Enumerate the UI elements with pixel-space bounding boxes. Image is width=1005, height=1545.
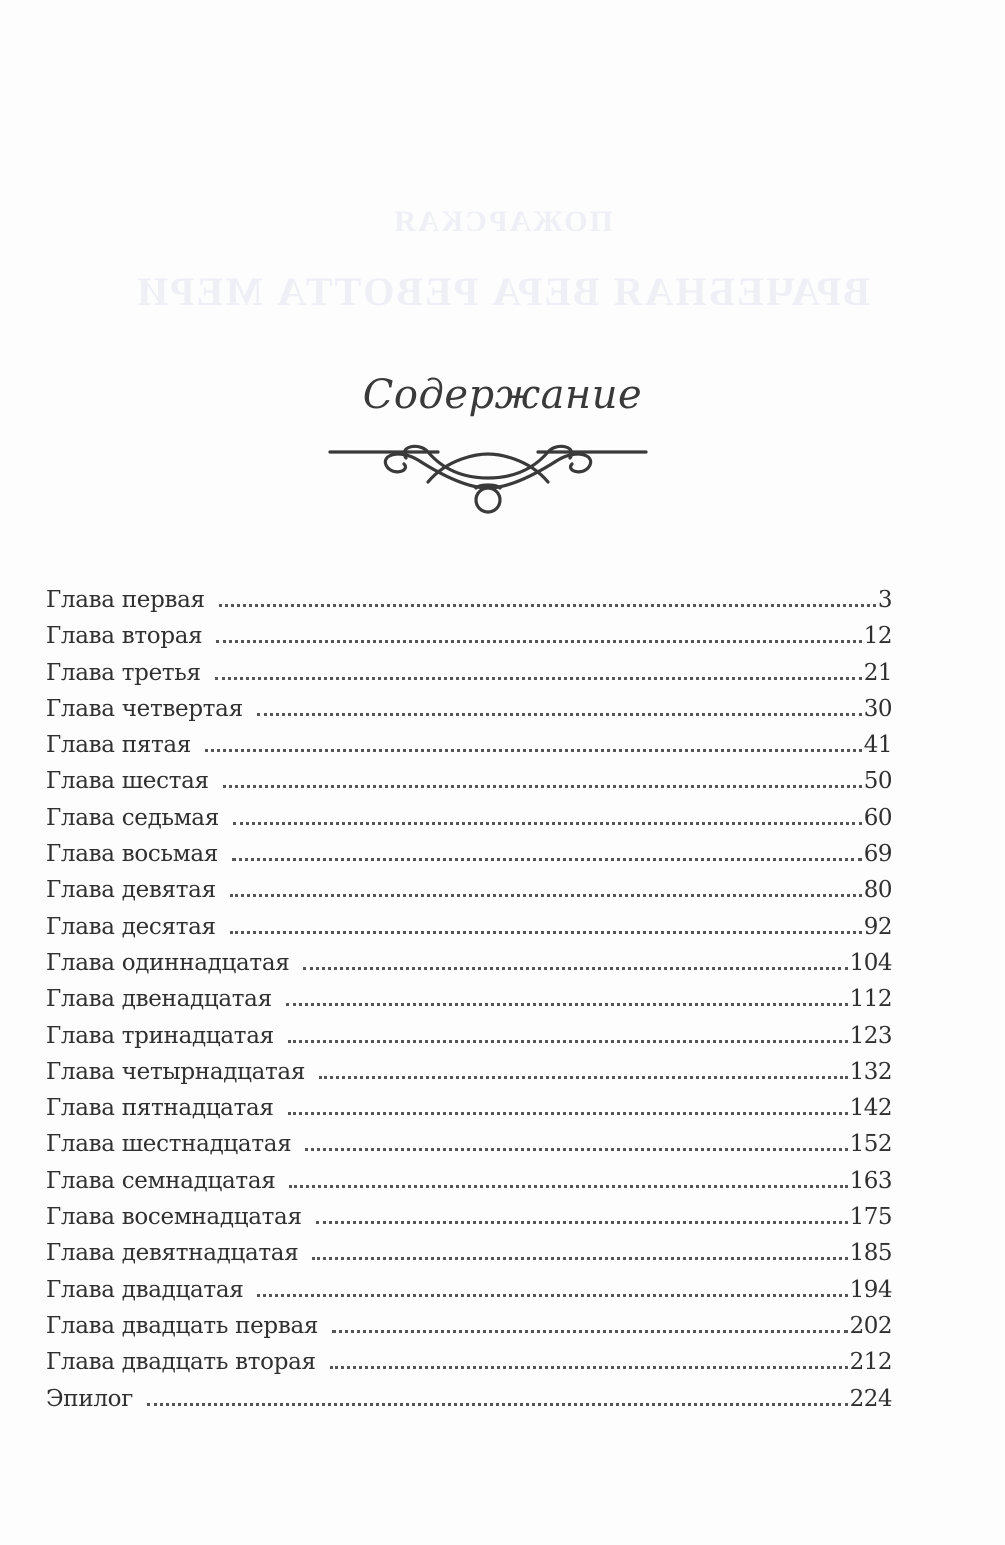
leader-dots xyxy=(232,835,862,861)
toc-entry-label: Глава четырнадцатая xyxy=(46,1058,306,1085)
toc-entry-label: Глава одиннадцатая xyxy=(46,949,290,976)
leader-dots xyxy=(233,799,862,825)
toc-entry-page: 142 xyxy=(849,1095,892,1122)
toc-entry[interactable] xyxy=(46,1162,892,1198)
toc-entry-label: Глава двенадцатая xyxy=(46,986,272,1013)
toc-entry-label: Глава двадцать вторая xyxy=(46,1349,316,1376)
page-title: Содержание xyxy=(362,372,643,418)
toc-entry[interactable] xyxy=(46,654,892,690)
leader-dots xyxy=(303,944,847,970)
toc-entry-page: 132 xyxy=(849,1058,892,1085)
toc-entry-label: Глава десятая xyxy=(46,913,216,940)
toc-entry-label: Глава семнадцатая xyxy=(46,1167,276,1194)
toc-entry-page: 123 xyxy=(849,1022,892,1049)
leader-dots xyxy=(305,1125,847,1151)
toc-entry-label: Глава двадцать первая xyxy=(46,1312,319,1339)
toc-entry-label: Глава восьмая xyxy=(46,841,218,868)
toc-entry[interactable] xyxy=(46,871,892,907)
leader-dots xyxy=(257,690,862,716)
leader-dots xyxy=(312,1234,847,1260)
toc-entry[interactable] xyxy=(46,581,892,617)
show-through-text: ПОЖАРСКАЯ xyxy=(392,205,613,238)
toc-entry-label: Глава девятнадцатая xyxy=(46,1240,299,1267)
toc-entry[interactable] xyxy=(46,1017,892,1053)
toc-entry-page: 224 xyxy=(849,1385,892,1412)
toc-entry-label: Эпилог xyxy=(46,1385,133,1412)
show-through-text: ВРАЧЕБНАЯ ВЕРА РЕВОТТА МЕРИ xyxy=(135,269,870,314)
leader-dots xyxy=(288,1017,848,1043)
toc-entry[interactable] xyxy=(46,1089,892,1125)
leader-dots xyxy=(205,726,862,752)
toc-entry[interactable] xyxy=(46,762,892,798)
toc-entry-label: Глава пятая xyxy=(46,732,192,759)
leader-dots xyxy=(286,980,848,1006)
leader-dots xyxy=(288,1089,848,1115)
toc-entry-page: 80 xyxy=(863,877,892,904)
toc-entry-label: Глава третья xyxy=(46,659,201,686)
toc-entry-label: Глава четвертая xyxy=(46,695,243,722)
toc-entry-page: 112 xyxy=(849,986,892,1013)
toc-entry-label: Глава девятая xyxy=(46,877,216,904)
toc-entry-label: Глава шестая xyxy=(46,768,209,795)
toc-entry[interactable] xyxy=(46,980,892,1016)
flourish-divider-icon xyxy=(328,438,648,518)
toc-entry-page: 30 xyxy=(863,695,892,722)
toc-entry[interactable] xyxy=(46,908,892,944)
toc-entry-page: 175 xyxy=(849,1204,892,1231)
toc-entry[interactable] xyxy=(46,1343,892,1379)
leader-dots xyxy=(230,871,862,897)
toc-entry-page: 69 xyxy=(863,841,892,868)
toc-entry-page: 3 xyxy=(877,587,892,613)
leader-dots xyxy=(332,1307,847,1333)
toc-entry-label: Глава седьмая xyxy=(46,804,219,831)
leader-dots xyxy=(257,1271,847,1297)
toc-entry[interactable] xyxy=(46,690,892,726)
toc-entry-label: Глава вторая xyxy=(46,623,203,650)
toc-entry[interactable] xyxy=(46,1198,892,1234)
toc-entry[interactable] xyxy=(46,1125,892,1161)
toc-entry-page: 163 xyxy=(849,1167,892,1194)
toc-entry-page: 212 xyxy=(849,1349,892,1376)
toc-entry-label: Глава тринадцатая xyxy=(46,1022,274,1049)
toc-entry-page: 21 xyxy=(863,659,892,686)
toc-entry-label: Глава восемнадцатая xyxy=(46,1204,302,1231)
toc-entry[interactable] xyxy=(46,617,892,653)
toc-entry[interactable] xyxy=(46,944,892,980)
toc-entry-page: 60 xyxy=(863,804,892,831)
leader-dots xyxy=(316,1198,848,1224)
toc-entry[interactable] xyxy=(46,1380,892,1416)
leader-dots xyxy=(330,1343,848,1369)
leader-dots xyxy=(147,1380,848,1406)
table-of-contents xyxy=(46,581,892,1416)
toc-entry[interactable] xyxy=(46,799,892,835)
toc-entry-label: Глава первая xyxy=(46,587,205,613)
toc-entry-page: 50 xyxy=(863,768,892,795)
toc-entry[interactable] xyxy=(46,1234,892,1270)
toc-entry-page: 41 xyxy=(863,732,892,759)
toc-entry-page: 12 xyxy=(863,623,892,650)
leader-dots xyxy=(219,581,876,607)
leader-dots xyxy=(319,1053,848,1079)
toc-entry[interactable] xyxy=(46,835,892,871)
toc-entry-page: 92 xyxy=(863,913,892,940)
toc-entry[interactable] xyxy=(46,1053,892,1089)
toc-entry-page: 104 xyxy=(849,949,892,976)
toc-entry-page: 194 xyxy=(849,1276,892,1303)
leader-dots xyxy=(230,908,862,934)
toc-entry[interactable] xyxy=(46,726,892,762)
toc-entry[interactable] xyxy=(46,1271,892,1307)
leader-dots xyxy=(289,1162,847,1188)
toc-entry[interactable] xyxy=(46,1307,892,1343)
toc-entry-label: Глава двадцатая xyxy=(46,1276,244,1303)
toc-entry-page: 185 xyxy=(849,1240,892,1267)
leader-dots xyxy=(223,762,862,788)
toc-entry-page: 202 xyxy=(849,1312,892,1339)
toc-entry-label: Глава пятнадцатая xyxy=(46,1095,274,1122)
leader-dots xyxy=(215,654,862,680)
leader-dots xyxy=(216,617,861,643)
toc-entry-label: Глава шестнадцатая xyxy=(46,1131,292,1158)
toc-entry-page: 152 xyxy=(849,1131,892,1158)
